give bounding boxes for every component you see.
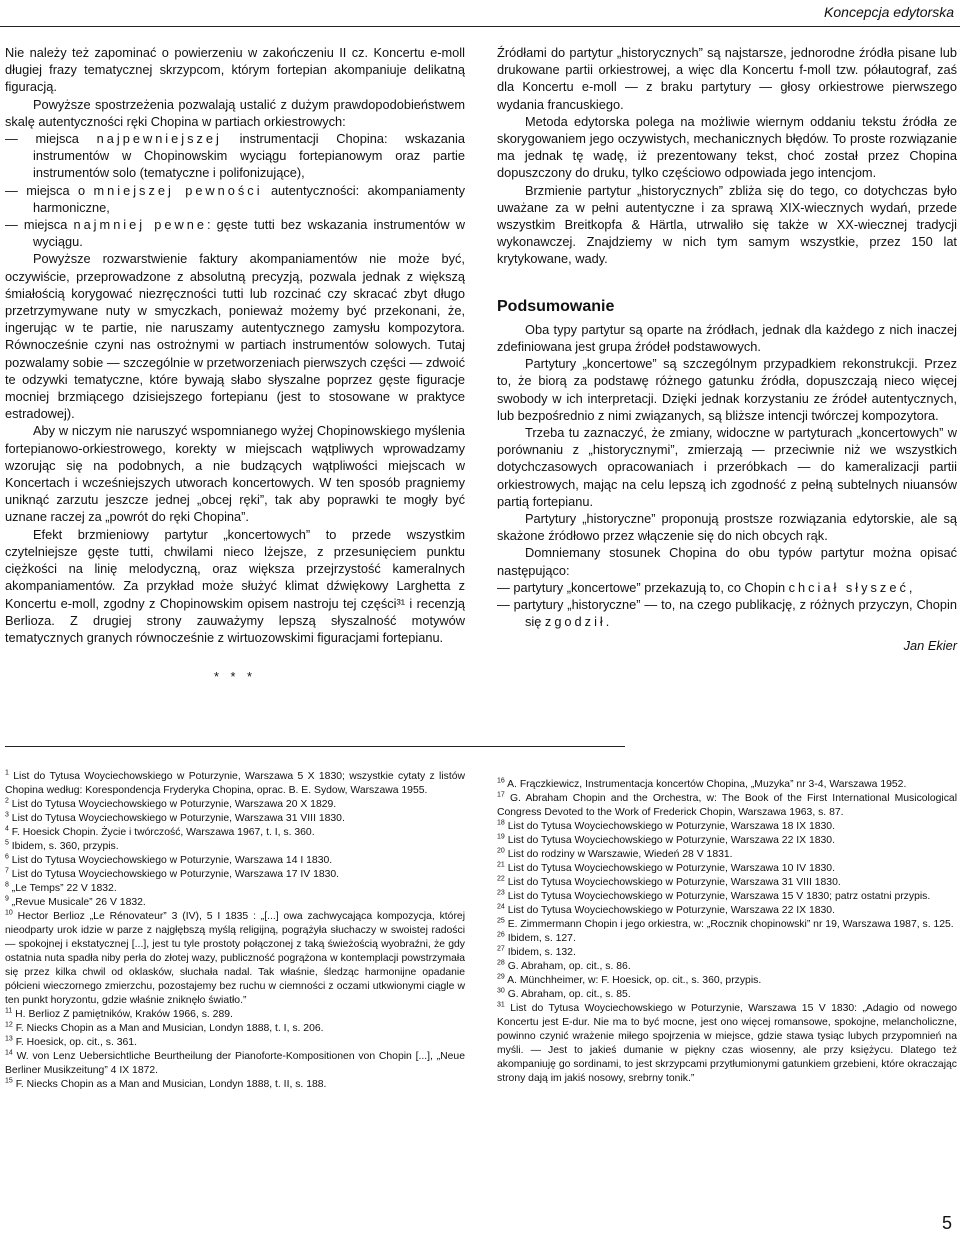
footnote xyxy=(5,840,465,854)
section-heading: Podsumowanie xyxy=(497,297,615,315)
footnote-number: 10 xyxy=(5,909,13,917)
paragraph: Efekt brzmieniowy partytur „koncertowych” to przede wszystkim czytelniejsze gęste tutti, chwilami nieco lżejsze, z przesunięciem punktu ciężkości na linię melodyczną, oraz większa przejrzystość kameralnych akompaniamentów. Za przykład może służyć klimat dźwiękowy Larghetta z Koncertu e-moll, zgodny z Chopinowskim opisem nastroju tej części³¹ i recenzją Berlioza. Z drugiej strony zauważymy lepszą słyszalność motywów tematycznych granych równocześnie z wirtuozowskimi figuracjami fortepianu. xyxy=(5,526,465,645)
footnote-number: 2 xyxy=(5,797,9,805)
footnote-text: Ibidem, s. 360, przypis. xyxy=(11,841,119,852)
footnote-text: List do Tytusa Woyciechowskiego w Poturzynie, Warszawa 31 VIII 1830. xyxy=(507,877,841,888)
footnote-number: 19 xyxy=(497,833,505,841)
footnote xyxy=(497,820,957,834)
footnote-number: 1 xyxy=(5,769,9,777)
footnote xyxy=(497,862,957,876)
paragraph: Nie należy też zapominać o powierzeniu w zakończeniu II cz. Koncertu e-moll długiej frazy tematycznej skrzypcom, którym fortepian akompaniuje delikatną figuracją. xyxy=(5,45,465,95)
footnote xyxy=(497,960,957,974)
footnote-text: G. Abraham, op. cit., s. 86. xyxy=(507,961,631,972)
page-number: 5 xyxy=(941,1213,952,1233)
footnote-number: 21 xyxy=(497,861,505,869)
footnote-number: 11 xyxy=(5,1007,13,1015)
footnote-text: List do Tytusa Woyciechowskiego w Poturzynie, Warszawa 18 IX 1830. xyxy=(507,821,835,832)
footnote-number: 25 xyxy=(497,917,505,925)
paragraph: Domniemany stosunek Chopina do obu typów partytur można opisać następująco: xyxy=(497,545,957,578)
footnote xyxy=(5,910,465,1008)
footnote-number: 26 xyxy=(497,931,505,939)
list-item: — partytury „historyczne” — to, na czego publikację, z różnych przyczyn, Chopin się zgodził. xyxy=(497,597,957,630)
paragraph: Powyższe spostrzeżenia pozwalają ustalić z dużym prawdopodobieństwem skalę autentyczności ręki Chopina w partiach orkiestrowych: xyxy=(5,96,465,129)
footnote-number: 8 xyxy=(5,881,9,889)
footnote-number: 28 xyxy=(497,959,505,967)
footnote-text: A. Frączkiewicz, Instrumentacja koncertów Chopina, „Muzyka” nr 3-4, Warszawa 1952. xyxy=(507,779,907,790)
author-signature: Jan Ekier xyxy=(903,637,957,653)
list-item: — miejsca najpewniejszej instrumentacji Chopina: wskazania instrumentów w Chopinowskim wyciągu fortepianowym oraz partie instrumentów solo (tematyczne i polifonizujące), xyxy=(5,131,465,181)
paragraph: Aby w niczym nie naruszyć wspomnianego wyżej Chopinowskiego myślenia fortepianowo-orkiestrowego, korekty w miejscach wątpliwych wprowadzamy wzorując się na podobnych, a nie budzących wątpliwości miejscach w Koncertach i wcześniejszych utworach koncertowych. W ten sposób pragniemy uniknąć zarzutu jeszcze jednej „obcej ręki”, tak aby poprawki te mogły być uznane raczej za „powrót do ręki Chopina”. xyxy=(5,423,465,525)
footnote-text: G. Abraham Chopin and the Orchestra, w: The Book of the First International Musicological Congress Devoted to the Work of Frederick Chopin, Warszawa 1963, s. 87. xyxy=(497,793,957,818)
footnote-text: F. Hoesick, op. cit., s. 361. xyxy=(15,1037,137,1048)
footnote-text: List do Tytusa Woyciechowskiego w Poturzynie, Warszawa 20 X 1829. xyxy=(11,799,337,810)
footnote xyxy=(497,988,957,1002)
footnote xyxy=(5,1036,465,1050)
footnote-text: Hector Berlioz „Le Rénovateur” 3 (IV), 5 I 1835 : „[...] owa zachwycająca kompozycja, której nieodparty urok idzie w parze z najgłębszą myślą religijną, pogrążyła słuchaczy w swoistej radości — spokojnej i ekstatycznej [...], jest tu tyle prostoty połączonej z taką świeżością wyobraźni, że gdy ostatnia nuta spadła niby perła do złotej wazy, publiczność pogrążona w kontemplacji powstrzymała się przez kilka chwil od oklasków, słuchała nadal. Tak właśnie, śledząc harmonijne opadanie półcieni wieczornego zmierzchu, pozostajemy bez ruchu w ciemności z oczami utkwionymi ciągle w ten punkt horyzontu, gdzie właśnie zniknęło światło.” xyxy=(5,911,466,1006)
footnote-text: „Revue Musicale” 26 V 1832. xyxy=(11,897,146,908)
footnote xyxy=(5,826,465,840)
footnote-text: Ibidem, s. 132. xyxy=(507,947,576,958)
footnote xyxy=(497,918,957,932)
paragraph: Trzeba tu zaznaczyć, że zmiany, widoczne w partyturach „koncertowych” w porównaniu z „historycznymi”, zmierzają — przeciwnie niż we wszystkich dotychczasowych opracowaniach i przeróbkach — do kameralizacji partii orkiestrowych, mając na celu lepszą ich zgodność z pełną subtelnych niuansów partią fortepianu. xyxy=(497,425,957,509)
footnote-number: 18 xyxy=(497,819,505,827)
footnote-text: F. Niecks Chopin as a Man and Musician, Londyn 1888, t. I, s. 206. xyxy=(15,1023,324,1034)
footnote-text: F. Hoesick Chopin. Życie i twórczość, Warszawa 1967, t. I, s. 360. xyxy=(11,827,315,838)
footnote xyxy=(5,1022,465,1036)
paragraph: Partytury „koncertowe” są szczególnym przypadkiem rekonstrukcji. Przez to, że biorą za podstawę różnego gatunku źródła, dopuszczają nieco więcej swobody w ich interpretacji. Dzięki jednak korzystaniu ze źródeł autentycznych, lub bezpośrednio z nimi związanych, są bliższe intencji twórczej kompozytora. xyxy=(497,356,957,423)
footnote-text: List do rodziny w Warszawie, Wiedeń 28 V 1831. xyxy=(507,849,733,860)
footnote-number: 4 xyxy=(5,825,9,833)
footnote-text: List do Tytusa Woyciechowskiego w Poturzynie, Warszawa 22 IX 1830. xyxy=(507,905,835,916)
footnote xyxy=(497,932,957,946)
footnote xyxy=(497,834,957,848)
footnote-text: A. Münchheimer, w: F. Hoesick, op. cit., s. 360, przypis. xyxy=(507,975,762,986)
footnote xyxy=(5,770,465,798)
running-title: Koncepcja edytorska xyxy=(824,4,954,20)
footnote-text: Ibidem, s. 127. xyxy=(507,933,576,944)
footnote-text: W. von Lenz Uebersichtliche Beurtheilung der Pianoforte-Kompositionen von Chopin [...], „Neue Berliner Musikzeitung” 4 IX 1872. xyxy=(5,1051,465,1076)
list-item: — partytury „koncertowe” przekazują to, co Chopin chciał słyszeć, xyxy=(497,579,913,595)
footnote xyxy=(497,848,957,862)
paragraph: Partytury „historyczne” proponują prostsze rozwiązania edytorskie, ale są skażone źródłowo przez włączenie się do nich obcych rąk. xyxy=(497,511,957,544)
footnote-text: G. Abraham, op. cit., s. 85. xyxy=(507,989,631,1000)
section-separator: * * * xyxy=(213,669,257,685)
footnote-number: 6 xyxy=(5,853,9,861)
footnote-number: 9 xyxy=(5,895,9,903)
footnote-text: „Le Temps” 22 V 1832. xyxy=(11,883,117,894)
footnote xyxy=(5,798,465,812)
footnote-number: 13 xyxy=(5,1035,13,1043)
footnote-text: F. Niecks Chopin as a Man and Musician, Londyn 1888, t. II, s. 188. xyxy=(15,1079,327,1090)
footnote xyxy=(5,1078,465,1092)
footnote-text: E. Zimmermann Chopin i jego orkiestra, w: „Rocznik chopinowski” nr 19, Warszawa 1987, s. 125. xyxy=(507,919,954,930)
footnote-text: List do Tytusa Woyciechowskiego w Poturzynie, Warszawa 31 VIII 1830. xyxy=(11,813,345,824)
paragraph: Metoda edytorska polega na możliwie wiernym oddaniu tekstu źródła ze skorygowaniem jego oczywistych, mechanicznych błędów. To proste rozwiązanie ma jednak tę wadę, iż prezentowany tekst, choć został przez Chopina dopuszczony do druku, tylko częściowo odpowiada jego intencjom. xyxy=(497,113,957,181)
footnote xyxy=(497,1002,957,1086)
footnotes-left xyxy=(5,770,465,1092)
footnote xyxy=(5,882,465,896)
footnote-number: 15 xyxy=(5,1077,13,1085)
footnote xyxy=(5,1008,465,1022)
footnote-number: 7 xyxy=(5,867,9,875)
footnotes-right xyxy=(497,778,957,1086)
footnote-text: H. Berlioz Z pamiętników, Kraków 1966, s. 289. xyxy=(15,1009,233,1020)
list-item: — miejsca najmniej pewne: gęste tutti bez wskazania instrumentów w wyciągu. xyxy=(5,217,465,250)
footnote-number: 12 xyxy=(5,1021,13,1029)
footnote xyxy=(497,904,957,918)
footnote-number: 14 xyxy=(5,1049,13,1057)
footnote-number: 23 xyxy=(497,889,505,897)
footnote-text: List do Tytusa Woyciechowskiego w Poturzynie, Warszawa 5 X 1830; wszystkie cytaty z listów Chopina według: Korespondencja Fryderyka Chopina, oprac. B. E. Sydow, Warszawa 1955. xyxy=(5,771,466,796)
paragraph: Powyższe rozwarstwienie faktury akompaniamentów nie może być, oczywiście, przeprowadzone z absolutną precyzją, pozwala jednak z większą śmiałością korygować niezręczności tutti lub rozcinać czy skracać zbyt długo przetrzymywane nuty w smyczkach, ponieważ możemy być przekonani, że, ingerując w te partie, nie naruszamy autentycznego zamysłu kompozytora. Równocześnie czyni nas ostrożnymi w partiach instrumentów solowych. Tutaj pozwalamy sobie — szczególnie w przetworzeniach pierwszych części — zdwoić te odzywki tematyczne, które bywają słabo słyszalne poprzez gęste figuracje mocniej brzmiącego dzisiejszego fortepianu (jest to stosowane w praktyce estradowej). xyxy=(5,251,465,422)
footnote xyxy=(497,974,957,988)
footnote-text: List do Tytusa Woyciechowskiego w Poturzynie, Warszawa 10 IV 1830. xyxy=(507,863,835,874)
footnote-number: 22 xyxy=(497,875,505,883)
footnote-number: 29 xyxy=(497,973,505,981)
footnote-text: List do Tytusa Woyciechowskiego w Poturzynie, Warszawa 14 I 1830. xyxy=(11,855,333,866)
footnote-number: 17 xyxy=(497,791,505,799)
right-column xyxy=(497,44,957,654)
left-column xyxy=(5,44,465,685)
footnote xyxy=(497,946,957,960)
footnote xyxy=(5,1050,465,1078)
footnote xyxy=(497,778,957,792)
paragraph: Źródłami do partytur „historycznych” są najstarsze, jednorodne źródła pisane lub drukowane partii orkiestrowej, a więc dla Koncertu f-moll tzw. półautograf, zaś dla Koncertu e-moll — z braku partytury — głosy orkiestrowe pierwszego wydania francuskiego. xyxy=(497,45,957,112)
footnote-text: List do Tytusa Woyciechowskiego w Poturzynie, Warszawa 15 V 1830; patrz ostatni przypis. xyxy=(507,891,931,902)
footnote-number: 30 xyxy=(497,987,505,995)
list-item: — miejsca o mniejszej pewności autentyczności: akompaniamenty harmoniczne, xyxy=(5,182,465,215)
footnote-number: 5 xyxy=(5,839,9,847)
footnote-number: 27 xyxy=(497,945,505,953)
footnote-text: List do Tytusa Woyciechowskiego w Poturzynie, Warszawa 22 IX 1830. xyxy=(507,835,835,846)
paragraph: Oba typy partytur są oparte na źródłach, jednak dla każdego z nich inaczej zdefiniowana jest grupa źródeł podstawowych. xyxy=(497,321,957,355)
footnote xyxy=(5,812,465,826)
footnote xyxy=(497,876,957,890)
footnote-text: List do Tytusa Woyciechowskiego w Poturzynie, Warszawa 17 IV 1830. xyxy=(11,869,340,880)
footnote-rule xyxy=(5,746,625,747)
footnote xyxy=(5,854,465,868)
footnote xyxy=(497,792,957,820)
page-header xyxy=(0,0,960,27)
footnote-text: List do Tytusa Woyciechowskiego w Poturzynie, Warszawa 15 V 1830: „Adagio od nowego Koncertu jest E-dur. Nie ma to być mocne, jest ono więcej romansowe, spokojne, melancholiczne, powinno czynić wrażenie miłego spojrzenia w miejsce, gdzie stawa tysiąc lubych przypomnień na myśli. — Jest to jakieś dumanie w piękny czas wiosenny, ale przy księżycu. Dlatego też akompaniuję go sordinami, to jest skrzypcami przytłumionymi gatunkiem grzebieni, które okraczając strony dają im jakiś nosowy, srebrny tonik.” xyxy=(497,1003,957,1084)
footnote-number: 24 xyxy=(497,903,505,911)
footnote xyxy=(497,890,957,904)
footnote xyxy=(5,868,465,882)
footnote xyxy=(5,896,465,910)
footnote-number: 31 xyxy=(497,1001,505,1009)
footnote-number: 20 xyxy=(497,847,505,855)
footnote-number: 16 xyxy=(497,777,505,785)
paragraph: Brzmienie partytur „historycznych” zbliża się do tego, co dotychczas było uważane za w pełni autentyczne i za sprawą XIX-wiecznych wydań, przede wszystkim Breitkopfa & Härtla, utrwaliło się także w XX-wiecznej tradycji wykonawczej. Znajdziemy w nich tym samym wszystkie, przez 150 lat krytykowane, wady. xyxy=(497,182,957,267)
footnote-number: 3 xyxy=(5,811,9,819)
